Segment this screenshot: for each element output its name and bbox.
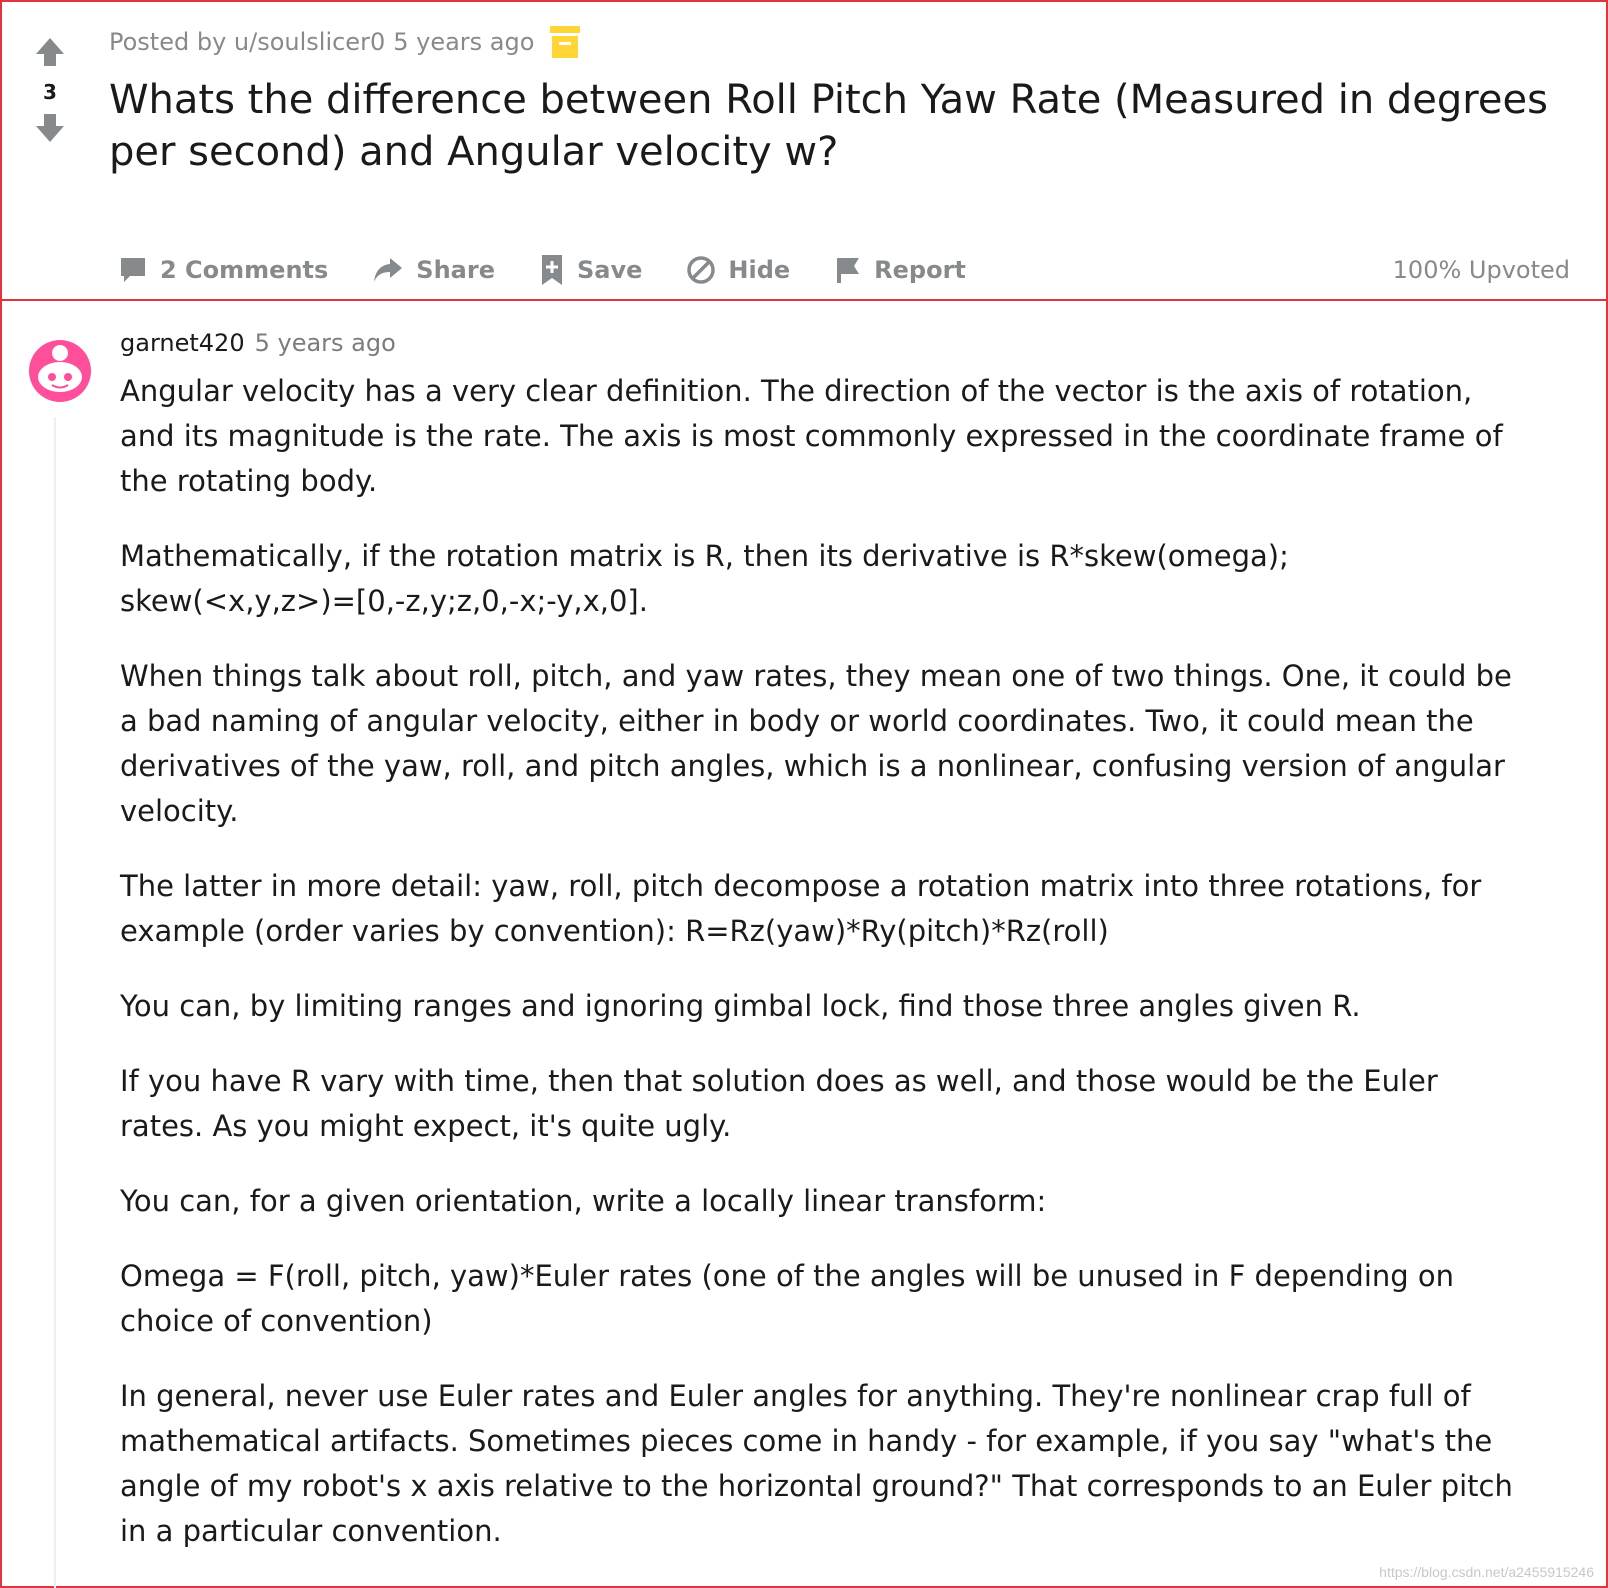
flag-icon — [834, 255, 862, 285]
avatar[interactable] — [28, 339, 92, 403]
comments-label: 2 Comments — [160, 256, 329, 284]
downvote-icon[interactable] — [30, 108, 70, 148]
upvote-ratio: 100% Upvoted — [1392, 256, 1570, 284]
report-button[interactable] — [834, 255, 966, 285]
bookmark-icon — [539, 253, 565, 287]
comment-icon — [118, 255, 148, 285]
comment-time[interactable]: 5 years ago — [254, 329, 396, 357]
comment-card — [0, 300, 1608, 1588]
post-title[interactable]: Whats the difference between Roll Pitch Yaw Rate (Measured in degrees per second) and Angular velocity w? — [109, 77, 1548, 175]
comment-paragraph: Angular velocity has a very clear definition. The direction of the vector is the axis of rotation, and its magnitude is the rate. The axis is most commonly expressed in the coordinate frame of the rotating body. — [120, 374, 1503, 498]
comment-paragraph: If you have R vary with time, then that solution does as well, and those would be the Euler rates. As you might expect, it's quite ugly. — [120, 1064, 1438, 1143]
comment-paragraph: Omega = F(roll, pitch, yaw)*Euler rates (one of the angles will be unused in F depending on choice of convention) — [120, 1259, 1455, 1338]
post-card — [0, 0, 1608, 301]
post-actions — [118, 250, 1010, 290]
share-button[interactable] — [372, 255, 495, 285]
share-label: Share — [416, 256, 495, 284]
thread-line[interactable] — [54, 417, 56, 1588]
vote-column — [30, 32, 70, 148]
hide-label: Hide — [728, 256, 791, 284]
upvote-icon[interactable] — [30, 32, 70, 72]
comment-paragraph: Mathematically, if the rotation matrix is R, then its derivative is R*skew(omega); skew(<x,y,z>)=[0,-z,y;z,0,-x;-y,x,0]. — [120, 539, 1289, 618]
comment-author[interactable]: garnet420 — [120, 329, 245, 357]
hide-icon — [686, 255, 716, 285]
report-label: Report — [874, 256, 966, 284]
archived-icon — [548, 24, 582, 60]
post-author[interactable]: Posted by u/soulslicer0 — [109, 28, 386, 56]
save-label: Save — [576, 256, 643, 284]
hide-button[interactable] — [686, 255, 790, 285]
watermark: https://blog.csdn.net/a2455915246 — [1379, 1564, 1594, 1580]
post-time[interactable]: 5 years ago — [393, 28, 535, 56]
comments-button[interactable] — [118, 255, 328, 285]
post-meta — [109, 24, 582, 60]
comment-paragraph: In general, never use Euler rates and Euler angles for anything. They're nonlinear crap full of mathematical artifacts. Sometimes pieces come in handy - for example, if you say "what's the angle of my robot's x axis relative to the horizontal ground?" That corresponds to an Euler pitch in a particular convention. — [120, 1379, 1513, 1548]
comment-meta — [120, 329, 396, 357]
save-button[interactable] — [539, 253, 642, 287]
comment-paragraph: The latter in more detail: yaw, roll, pitch decompose a rotation matrix into three rotations, for example (order varies by convention): R=Rz(yaw)*Ry(pitch)*Rz(roll) — [120, 869, 1482, 948]
comment-paragraph: You can, for a given orientation, write a locally linear transform: — [120, 1184, 1047, 1218]
comment-paragraph: When things talk about roll, pitch, and yaw rates, they mean one of two things. One, it could be a bad naming of angular velocity, either in body or world coordinates. Two, it could mean the derivatives of the yaw, roll, and pitch angles, which is a nonlinear, confusing version of angular velocity. — [120, 659, 1512, 828]
vote-score: 3 — [43, 80, 57, 104]
comment-paragraph: You can, by limiting ranges and ignoring gimbal lock, find those three angles given R. — [120, 989, 1361, 1023]
comment-body — [120, 369, 1520, 1584]
share-icon — [372, 255, 404, 285]
